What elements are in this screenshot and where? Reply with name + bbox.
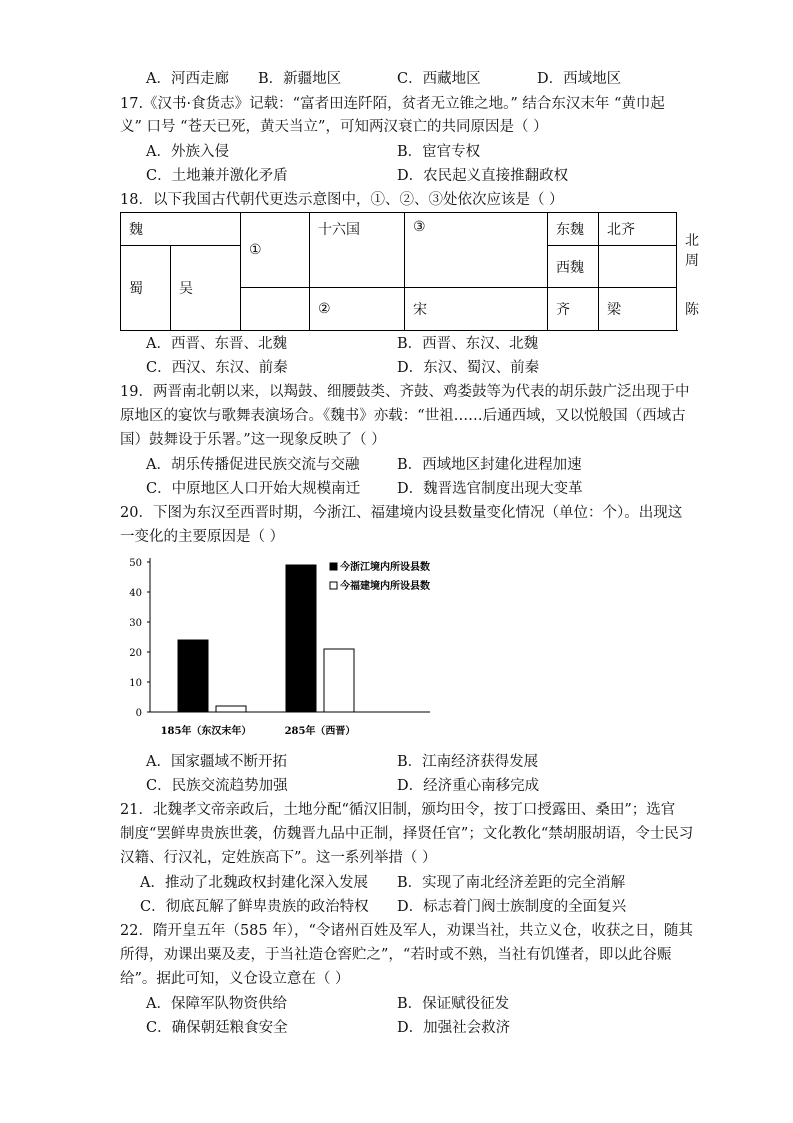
q19-option-c: C．中原地区人口开始大规模南迁 — [146, 481, 361, 497]
q16-option-c: C．西藏地区 — [397, 71, 481, 87]
bar-zhejiang-1 — [286, 565, 316, 712]
y-tick-label: 10 — [129, 678, 142, 689]
q19-option-d: D．魏晋选官制度出现大变革 — [397, 481, 583, 497]
q18-option-d: D．东汉、蜀汉、前秦 — [397, 360, 540, 376]
y-tick-label: 50 — [129, 558, 142, 569]
cell-blank-1: ① — [241, 213, 310, 288]
dynasty-table: 魏 ① 十六国 ③ 东魏 北齐 北周 蜀 吴 西魏 ② 宋 齐 梁 陈 — [120, 212, 677, 331]
q18-option-a: A．西晋、东晋、北魏 — [146, 336, 287, 352]
x-category-label: 285年（西晋） — [284, 726, 356, 737]
cell-sixteen-kingdoms: 十六国 — [310, 213, 405, 288]
q17-option-b: B．宦官专权 — [397, 144, 481, 160]
q22-option-d: D．加强社会救济 — [397, 1020, 511, 1036]
q16-option-b: B．新疆地区 — [258, 71, 342, 87]
q20-option-d: D．经济重心南移完成 — [397, 778, 540, 794]
q17-option-d: D．农民起义直接推翻政权 — [397, 168, 569, 184]
q20-option-a: A．国家疆域不断开拓 — [146, 754, 287, 770]
y-tick-label: 0 — [135, 708, 142, 719]
q17-option-a: A．外族入侵 — [146, 144, 229, 160]
q21-option-c: C．彻底瓦解了鲜卑贵族的政治特权 — [140, 899, 369, 915]
bar-fujian-1 — [324, 649, 354, 712]
q19-stem-line3: 国）鼓舞设于乐署。”这一现象反映了（ ） — [120, 432, 386, 448]
q17-stem-line1: 17.《汉书·食货志》记载：“富者田连阡陌，贫者无立锥之地。” 结合东汉末年 “黄巾起 — [120, 96, 665, 112]
q18-option-c: C．西汉、东汉、前秦 — [146, 360, 288, 376]
q22-option-a: A．保障军队物资供给 — [146, 996, 287, 1012]
cell-beiqi: 北齐 — [599, 213, 677, 246]
cell-wu: 吴 — [171, 246, 241, 331]
q22-option-b: B．保证赋役征发 — [397, 996, 510, 1012]
cell-liang: 梁 — [599, 288, 677, 331]
cell-blank-2: ② — [310, 288, 405, 331]
q21-option-b: B．实现了南北经济差距的完全消解 — [397, 875, 626, 891]
q21-stem-line1: 21．北魏孝文帝亲政后，土地分配“循汉旧制，颁均田令，按丁口授露田、桑田”；选官 — [120, 802, 676, 818]
bar-zhejiang-0 — [178, 640, 208, 712]
legend-label: 今浙江境内所设县数 — [340, 562, 430, 573]
cell-qi: 齐 — [548, 288, 599, 331]
q19-stem-line2: 原地区的宴饮与歌舞表演场合。《魏书》亦载：“世祖……后通西域，又以悦般国（西域古 — [120, 408, 686, 424]
q19-option-b: B．西域地区封建化进程加速 — [397, 457, 582, 473]
q16-option-a: A．河西走廊 — [146, 71, 229, 87]
q17-stem-line2: 义” 口号 “苍天已死，黄天当立”，可知两汉衰亡的共同原因是（ ） — [120, 119, 548, 135]
cell-blank-3: ③ — [405, 213, 548, 288]
county-count-chart — [118, 548, 448, 744]
legend-label: 今福建境内所设县数 — [340, 581, 430, 592]
cell-xiwei: 西魏 — [548, 246, 599, 288]
q22-stem-line1: 22．隋开皇五年（585 年），“令诸州百姓及军人，劝课当社，共立义仓，收获之日，随其 — [120, 923, 693, 939]
q17-option-c: C．土地兼并激化矛盾 — [146, 168, 288, 184]
cell-under-blank-1 — [241, 288, 310, 331]
q21-option-a: A．推动了北魏政权封建化深入发展 — [140, 875, 368, 891]
q21-stem-line2: 制度“罢鲜卑贵族世袭，仿魏晋九品中正制，择贤任官”；文化教化“禁胡服胡语，令士民习 — [120, 826, 694, 842]
cell-shu: 蜀 — [121, 246, 171, 331]
q20-stem-line2: 一变化的主要原因是（ ） — [120, 529, 285, 545]
x-category-label: 185年（东汉末年） — [160, 726, 252, 737]
q19-option-a: A．胡乐传播促进民族交流与交融 — [146, 457, 360, 473]
cell-beiqi-lower — [599, 246, 677, 288]
q20-option-b: B．江南经济获得发展 — [397, 754, 539, 770]
q21-stem-line3: 汉籍、行汉礼，定姓族高下”。这一系列举措（ ） — [120, 850, 437, 866]
q22-option-c: C．确保朝廷粮食安全 — [146, 1020, 288, 1036]
cell-dongwei: 东魏 — [548, 213, 599, 246]
legend-swatch — [330, 563, 337, 570]
q22-stem-line2: 所得，劝课出粟及麦，于当社造仓窖贮之”，“若时或不熟，当社有饥馑者，即以此谷赈 — [120, 947, 672, 963]
y-tick-label: 40 — [129, 588, 142, 599]
q16-option-d: D．西域地区 — [537, 71, 622, 87]
q18-option-b: B．西晋、东汉、北魏 — [397, 336, 539, 352]
cell-wei: 魏 — [121, 213, 241, 246]
q22-stem-line3: 给”。据此可知，义仓设立意在（ ） — [120, 971, 350, 987]
q21-option-d: D．标志着门阀士族制度的全面复兴 — [397, 899, 627, 915]
cell-song: 宋 — [405, 288, 548, 331]
q19-stem-line1: 19．两晋南北朝以来，以羯鼓、细腰鼓类、齐鼓、鸡娄鼓等为代表的胡乐鼓广泛出现于中 — [120, 384, 690, 400]
y-tick-label: 30 — [129, 618, 142, 629]
q20-stem-line1: 20．下图为东汉至西晋时期，今浙江、福建境内设县数量变化情况（单位：个）。出现这 — [120, 505, 683, 521]
y-tick-label: 20 — [129, 648, 142, 659]
q20-option-c: C．民族交流趋势加强 — [146, 778, 288, 794]
bar-fujian-0 — [216, 706, 246, 712]
q18-stem: 18．以下我国古代朝代更迭示意图中，①、②、③处依次应该是（ ） — [120, 192, 564, 208]
legend-swatch — [330, 582, 337, 589]
